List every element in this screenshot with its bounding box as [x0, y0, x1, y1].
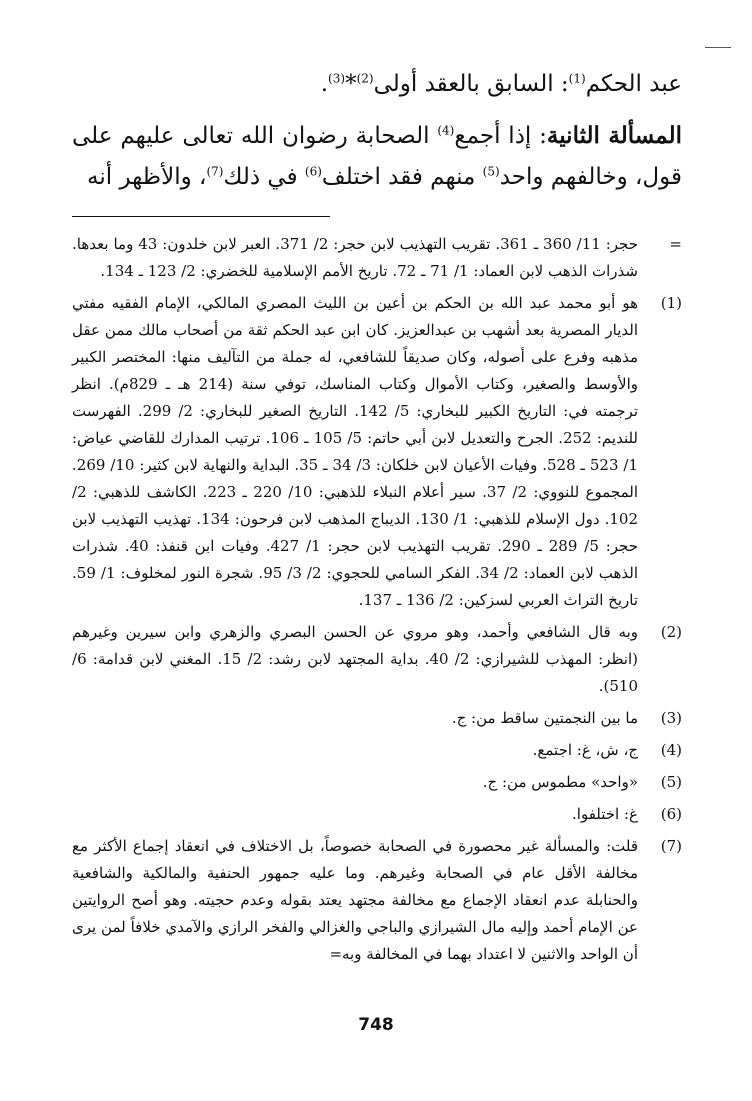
text-run: .: [320, 71, 329, 97]
footnote-text: ج، ش، غ: اجتمع.: [532, 741, 638, 759]
footnote-2: [72, 619, 682, 700]
footnote-4: [72, 737, 682, 764]
footnote-7: [72, 833, 682, 968]
footnote-number: (4): [660, 741, 682, 759]
footnote-number: (7): [660, 837, 682, 855]
footnote-number: (5): [660, 773, 682, 791]
footnote-number: (1): [660, 294, 682, 312]
text-run: في ذلك: [223, 164, 305, 190]
footnote-6: [72, 801, 682, 828]
footnote-number: (6): [660, 805, 682, 823]
text-run: : إذا أجمع: [454, 123, 547, 149]
main-text: [72, 64, 682, 198]
footnote-text: وبه قال الشافعي وأحمد، وهو مروي عن الحسن البصري والزهري وابن سيرين وغيرهم (انظر: المهذب للشيرازي: 2/ 40. بداية المجتهد لابن رشد: 2/ 15. المغني لابن قدامة: 6/ 510).: [72, 623, 638, 695]
text-run: منهم فقد اختلف: [321, 164, 483, 190]
footnote-ref: (2): [356, 71, 374, 86]
footnote-number: (3): [660, 709, 682, 727]
footnote-1: [72, 290, 682, 614]
footnote-number: (2): [660, 623, 682, 641]
footnote-ref: (4): [437, 123, 455, 138]
footnote-5: [72, 769, 682, 796]
main-paragraph-1: [72, 64, 682, 105]
footnote-separator: [72, 216, 330, 217]
text-run: عبد الحكم: [585, 71, 682, 97]
corner-mark: [705, 47, 731, 48]
footnote-text: غ: اختلفوا.: [572, 805, 638, 823]
text-run: الصحابة رضوان الله تعالى عليهم على قول، وخالفهم واحد: [72, 123, 682, 190]
page-body: [72, 64, 682, 968]
footnote-number: =: [669, 235, 682, 253]
footnote-ref: (6): [304, 164, 322, 179]
footnote-text: حجر: 11/ 360 ـ 361. تقريب التهذيب لابن حجر: 2/ 371. العبر لابن خلدون: 43 وما بعدها. شذرات الذهب لابن العماد: 1/ 71 ـ 72. تاريخ الأمم الإسلامية للخضري: 2/ 123 ـ 134.: [72, 235, 638, 280]
footnotes: [72, 231, 682, 968]
main-paragraph-2: [72, 115, 682, 198]
text-run: ، والأظهر أنه: [87, 164, 207, 190]
footnote-ref: (3): [328, 71, 346, 86]
footnote-text: هو أبو محمد عبد الله بن الحكم بن أعين بن الليث المصري المالكي، الإمام الفقيه مفتي الديار المصرية بعد أشهب بن عبدالعزيز. كان ابن عبد الحكم ثقة من أصحاب مالك ممن عقل مذهبه وفرع على أصوله، وكان صديقاً للشافعي، له جملة من التآليف منها: المختصر الكبير والأوسط والصغير، وكتاب الأموال وكتاب المناسك، توفي سنة (214 هـ ـ 829م). انظر ترجمته في: التاريخ الكبير للبخاري: 5/ 142. التاريخ الصغير للبخاري: 2/ 299. الفهرست للنديم: 252. الجرح والتعديل لابن أبي حاتم: 5/ 105 ـ 106. ترتيب المدارك للقاضي عياض: 1/ 523 ـ 528. وفيات الأعيان لابن خلكان: 3/ 34 ـ 35. البداية والنهاية لابن كثير: 10/ 269. المجموع للنووي: 2/ 37. سير أعلام النبلاء للذهبي: 10/ 220 ـ 223. الكاشف للذهبي: 2/ 102. دول الإسلام للذهبي: 1/ 130. الديباج المذهب لابن فرحون: 134. تهذيب التهذيب لابن حجر: 5/ 289 ـ 290. تقريب التهذيب لابن حجر: 1/ 427. وفيات ابن قنفذ: 40. شذرات الذهب لابن العماد: 2/ 34. الفكر السامي للحجوي: 2/ 3/ 95. شجرة النور لمخلوف: 1/ 59. تاريخ التراث العربي لسزكين: 2/ 136 ـ 137.: [72, 294, 639, 609]
text-run: *: [345, 71, 357, 97]
footnote-ref: (1): [568, 71, 586, 86]
footnote-ref: (7): [206, 164, 224, 179]
footnote-ref: (5): [482, 164, 500, 179]
footnote-3: [72, 705, 682, 732]
text-run: : السابق بالعقد أولى: [373, 71, 569, 97]
footnote-text: قلت: والمسألة غير محصورة في الصحابة خصوصاً، بل الاختلاف في انعقاد إجماع الأكثر مع مخالفة الأقل عام في الصحابة وغيرهم. وما عليه جمهور الحنفية والمالكية والشافعية والحنابلة عدم انعقاد الإجماع مع مخالفة مجتهد يعتد بقوله وعدم حجيته. وهو أصح الروايتين عن الإمام أحمد وإليه مال الشيرازي والباجي والغزالي والفخر الرازي والآمدي خلافاً لمن يرى أن الواحد والاثنين لا اعتداد بهما في المخالفة وبه=: [72, 837, 638, 963]
footnote-continuation: [72, 231, 682, 285]
footnote-text: «واحد» مطموس من: ج.: [482, 773, 638, 791]
page-number: 748: [358, 1015, 394, 1035]
issue-heading: المسألة الثانية: [546, 122, 682, 149]
footnote-text: ما بين النجمتين ساقط من: ج.: [451, 709, 638, 727]
